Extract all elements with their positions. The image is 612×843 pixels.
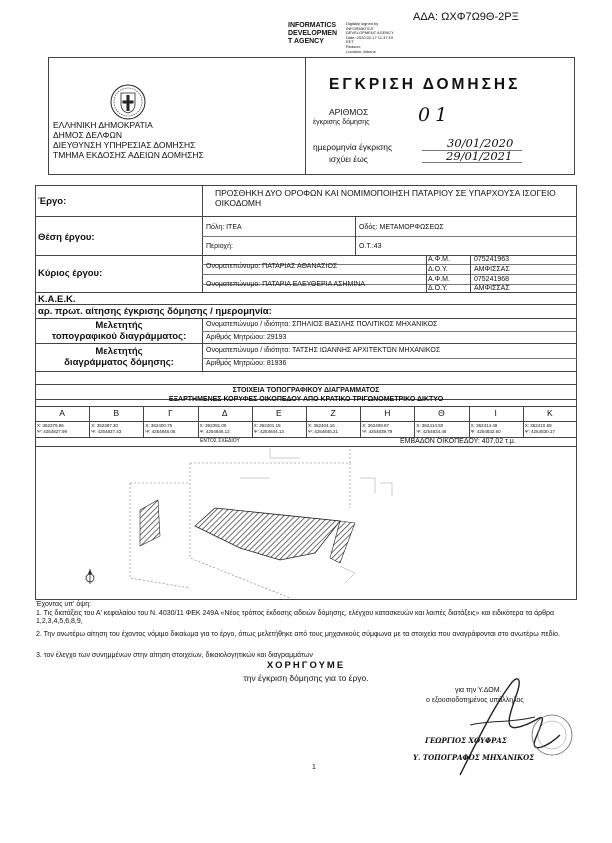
issuer-block [53,120,204,160]
signature-detail: INFORMATICS [346,25,374,31]
grant-heading: ΧΟΡΗΓΟΥΜΕ [266,660,346,671]
signer-name: ΓΕΩΡΓΙΟΣ ΧΟΥΦΡΑΣ [425,736,507,745]
signature-detail: Date: 2020.02.17 11:37:19 [346,34,394,40]
plot-area: ΕΜΒΑΔΟΝ ΟΙΚΟΠΕΔΟΥ: 407,02 τ.μ. [400,438,516,445]
col-line [470,255,471,292]
vertex-label: Γ [168,408,173,418]
grant-subtext: την έγκριση δόμησης για το έργο. [243,673,369,683]
street-field: Οδός: ΜΕΤΑΜΟΡΦΩΣΕΩΣ [359,224,444,231]
approval-number-label: ΑΡΙΘΜΟΣ [329,107,369,117]
vertex-y-coordinate: Ψ: 4254839.79 [362,429,393,434]
for-service-label: για την Υ.ΔΟΜ. [455,687,502,694]
owner-1-tax-office: ΑΜΦΙΣΣΑΣ [474,266,510,273]
vertex-label: Ε [276,408,282,418]
vertex-y-coordinate: Ψ: 4254846.12 [199,429,230,434]
row-line [35,446,577,447]
col-line [202,185,203,292]
row-line [35,318,577,319]
col-line [426,255,427,292]
vertex-x-coordinate: Χ: 362414.49 [470,423,498,428]
plan-status: ΕΝΤΟΣ ΣΧΕΔΙΟΥ [200,438,240,444]
greek-emblem-icon [110,84,146,120]
valid-until-label: ισχύει έως [329,154,368,164]
signature-org-line-3: T AGENCY [288,38,324,45]
signature-detail: Reason: [346,43,361,49]
approval-date-value: 30/01/2020 [447,136,514,150]
owner-2-tax-office-label: Δ.Ο.Υ. [428,285,448,292]
owner-1-tax-id: 075241963 [474,256,510,263]
legal-basis-1: 1. Τις διατάξεις του Α' κεφαλαίου του Ν. 4030/11 ΦΕΚ 249Α «Νέος τρόπος έκδοσης αδειών δόμησης, ελέγχου κατασκευών και λοιπές διατάξεις» και ειδικότερα τα άρθρα 1,2,3,4,5,6,8,9, [36,610,555,625]
legal-basis-2: 2. Την ανωτέρω αίτηση του έχοντος νόμιμο δικαίωμα για το έργο, όπως μελετήθηκε από τους μηχανικούς σύμφωνα με τα στοιχεία που αναγράφονται στο ανωτέρω πεδίο. [36,631,560,638]
issuer-municipality: ΔΗΜΟΣ ΔΕΛΦΩΝ [53,130,122,140]
building-diagram-engineer-label [36,346,202,368]
vertex-x-coordinate: Χ: 362409.87 [362,423,389,428]
label-line: Μελετητής [95,346,143,357]
having-regard-heading: Έχοντας υπ' όψη: [36,601,92,608]
building-diagram-engineer-registry: Αριθμός Μητρώου: 81936 [206,360,287,367]
block-number-field: Ο.Τ.:43 [359,243,382,250]
area-field: Περιοχή: [206,243,233,250]
dotted-line [422,162,522,163]
header-divider [305,57,306,175]
document-title: ΕΓΚΡΙΣΗ ΔΟΜΗΣΗΣ [329,76,521,93]
vertex-y-coordinate: Ψ: 4254832.60 [470,429,501,434]
project-location-label: Θέση έργου: [38,232,95,243]
vertex-x-coordinate: Χ: 362404.16 [308,423,335,428]
signature-detail: Digitally signed by [346,21,379,26]
topographic-engineer-label [36,320,202,342]
signer-title: Υ. ΤΟΠΟΓΡΑΦΟΣ ΜΗΧΑΝΙΚΟΣ [413,753,535,762]
row-line [35,216,577,217]
issuer-department: ΤΜΗΜΑ ΕΚΔΟΣΗΣ ΑΔΕΙΩΝ ΔΟΜΗΣΗΣ [53,150,204,160]
row-line [35,371,577,372]
vertex-y-coordinate: Ψ: 4254846.05 [145,429,176,434]
owner-1-name: Ονοματεπώνυμο: ΠΑΤΑΡΙΑΣ ΑΘΑΝΑΣΙΟΣ [206,263,338,270]
vertex-x-coordinate: Χ: 362391.00 [199,423,227,428]
owner-2-tax-id: 075241968 [474,276,510,283]
vertex-label: Ζ [330,408,336,418]
valid-until-value: 29/01/2021 [446,149,513,163]
col-line [202,318,203,371]
building-diagram-engineer-name: Ονοματεπώνυμο / ιδιότητα: ΤΑΤΣΗΣ ΙΩΑΝΝΗΣ ΑΡΧΙΤΕΚΤΩΝ ΜΗΧΑΝΙΚΟΣ [206,347,441,354]
topographic-engineer-registry: Αριθμός Μητρώου: 29193 [206,334,287,341]
owner-2-tax-office: ΑΜΦΙΣΣΑΣ [474,285,510,292]
row-line [202,236,577,237]
row-line [202,358,577,359]
kaek-label: Κ.Α.Ε.Κ. [38,294,76,305]
row-line [202,274,577,275]
project-description: ΠΡΟΣΘΗΚΗ ΔΥΟ ΟΡΟΦΩΝ ΚΑΙ ΝΟΜΙΜΟΠΟΙΗΣΗ ΠΑΤΑΡΙΟΥ ΣΕ ΥΠΑΡΧΟΥΣΑ ΙΣΟΓΕΙΟ ΟΙΚΟΔΟΜΗ [215,188,556,208]
owner-1-tax-id-label: Α.Φ.Μ. [428,256,450,263]
vertex-x-coordinate: Χ: 362387.30 [91,423,118,428]
vertex-label: Κ [547,408,553,418]
signature-org-line-1: INFORMATICS [288,22,337,29]
site-plan-sketch [40,448,572,598]
owner-label: Κύριος έργου: [38,268,103,279]
row-line [35,343,577,344]
vertex-y-coordinate: Ψ: 4254845.21 [308,429,339,434]
approval-number-sublabel: έγκρισης δόμησης [313,119,370,126]
col-line [355,216,356,255]
digital-signature-details [346,22,394,54]
vertex-y-coordinate: Ψ: 4254844.13 [253,429,284,434]
handwritten-signature [440,665,575,795]
row-line [35,304,577,305]
row-line [202,331,577,332]
issuer-directorate: ΔΙΕΥΘΥΝΣΗ ΥΠΗΡΕΣΙΑΣ ΔΟΜΗΣΗΣ [53,140,196,150]
city-field: Πόλη: ΙΤΕΑ [206,224,242,231]
topographic-title: ΣΤΟΙΧΕΙΑ ΤΟΠΟΓΡΑΦΙΚΟΥ ΔΙΑΓΡΑΜΜΑΤΟΣ [232,387,380,394]
vertex-label: Θ [438,408,445,418]
topographic-engineer-name: Ονοματεπώνυμο / ιδιότητα: ΣΠΗΛΙΟΣ ΒΑΣΙΛΗΣ ΠΟΛΙΤΙΚΟΣ ΜΗΧΑΝΙΚΟΣ [206,321,438,328]
digital-signature-block [288,22,337,46]
approval-number-value: 01 [418,104,453,126]
vertex-y-coordinate: Ψ: 4254834.46 [416,429,447,434]
vertex-x-coordinate: Χ: 362400.75 [145,423,173,428]
owner-2-tax-id-label: Α.Φ.Μ. [428,276,450,283]
topographic-subtitle: ΕΞΑΡΤΗΜΕΝΕΣ ΚΟΡΥΦΕΣ ΟΙΚΟΠΕΔΟΥ ΑΠΟ ΚΡΑΤΙΚΟ ΤΡΙΓΩΝΟΜΕΤΡΙΚΟ ΔΙΚΤΥΟ [168,396,444,403]
page-number: 1 [312,764,316,771]
signature-detail: EET [346,39,354,45]
protocol-label: αρ. πρωτ. αίτησης έγκρισης δόμησης / ημερομηνία: [38,306,272,317]
vertex-label: Η [384,408,391,418]
signature-org-line-2: DEVELOPMEN [288,30,338,37]
legal-basis-3: 3. τον έλεγχο των συνημμένων στην αίτηση στοιχείων, δικαιολογητικών και διαγραμμάτων [36,652,313,659]
vertex-label: Β [113,408,120,418]
vertex-y-coordinate: Ψ: 4254827.99 [37,429,68,434]
vertex-label: Ι [494,408,497,418]
ada-code: ΑΔΑ: ΩΧΦ7Ω9Θ-2ΡΞ [413,11,519,23]
vertex-y-coordinate: Ψ: 4254830.17 [524,429,555,434]
vertex-label: Δ [221,408,228,418]
authorized-officer-label: ο εξουσιοδοτημένος υπάλληλος [426,697,524,704]
vertex-label: Α [59,408,65,418]
vertex-x-coordinate: Χ: 362401.15 [253,423,281,428]
label-line: τοπογραφικού διαγράμματος: [51,331,187,342]
issuer-country: ΕΛΛΗΝΙΚΗ ΔΗΜΟΚΡΑΤΙΑ [53,120,153,130]
vertex-x-coordinate: Χ: 362410.69 [524,423,552,428]
approval-date-label: ημερομηνία έγκρισης [313,142,393,152]
vertex-x-coordinate: Χ: 362414.50 [416,423,444,428]
vertex-x-coordinate: Χ: 362379.96 [37,423,64,428]
label-line: διαγράμματος δόμησης: [64,357,174,368]
signature-detail: Location: Athens [346,48,376,54]
signature-detail: DEVELOPMENT AGENCY [346,30,394,36]
project-label: Έργο: [38,196,67,207]
label-line: Μελετητής [95,320,143,331]
owner-1-tax-office-label: Δ.Ο.Υ. [428,266,448,273]
owner-2-name: Ονοματεπώνυμο: ΠΑΤΑΡΙΑ ΕΛΕΥΘΕΡΙΑ ΑΣΗΜΙΝΑ [206,281,366,288]
vertex-y-coordinate: Ψ: 4254827.43 [91,429,122,434]
